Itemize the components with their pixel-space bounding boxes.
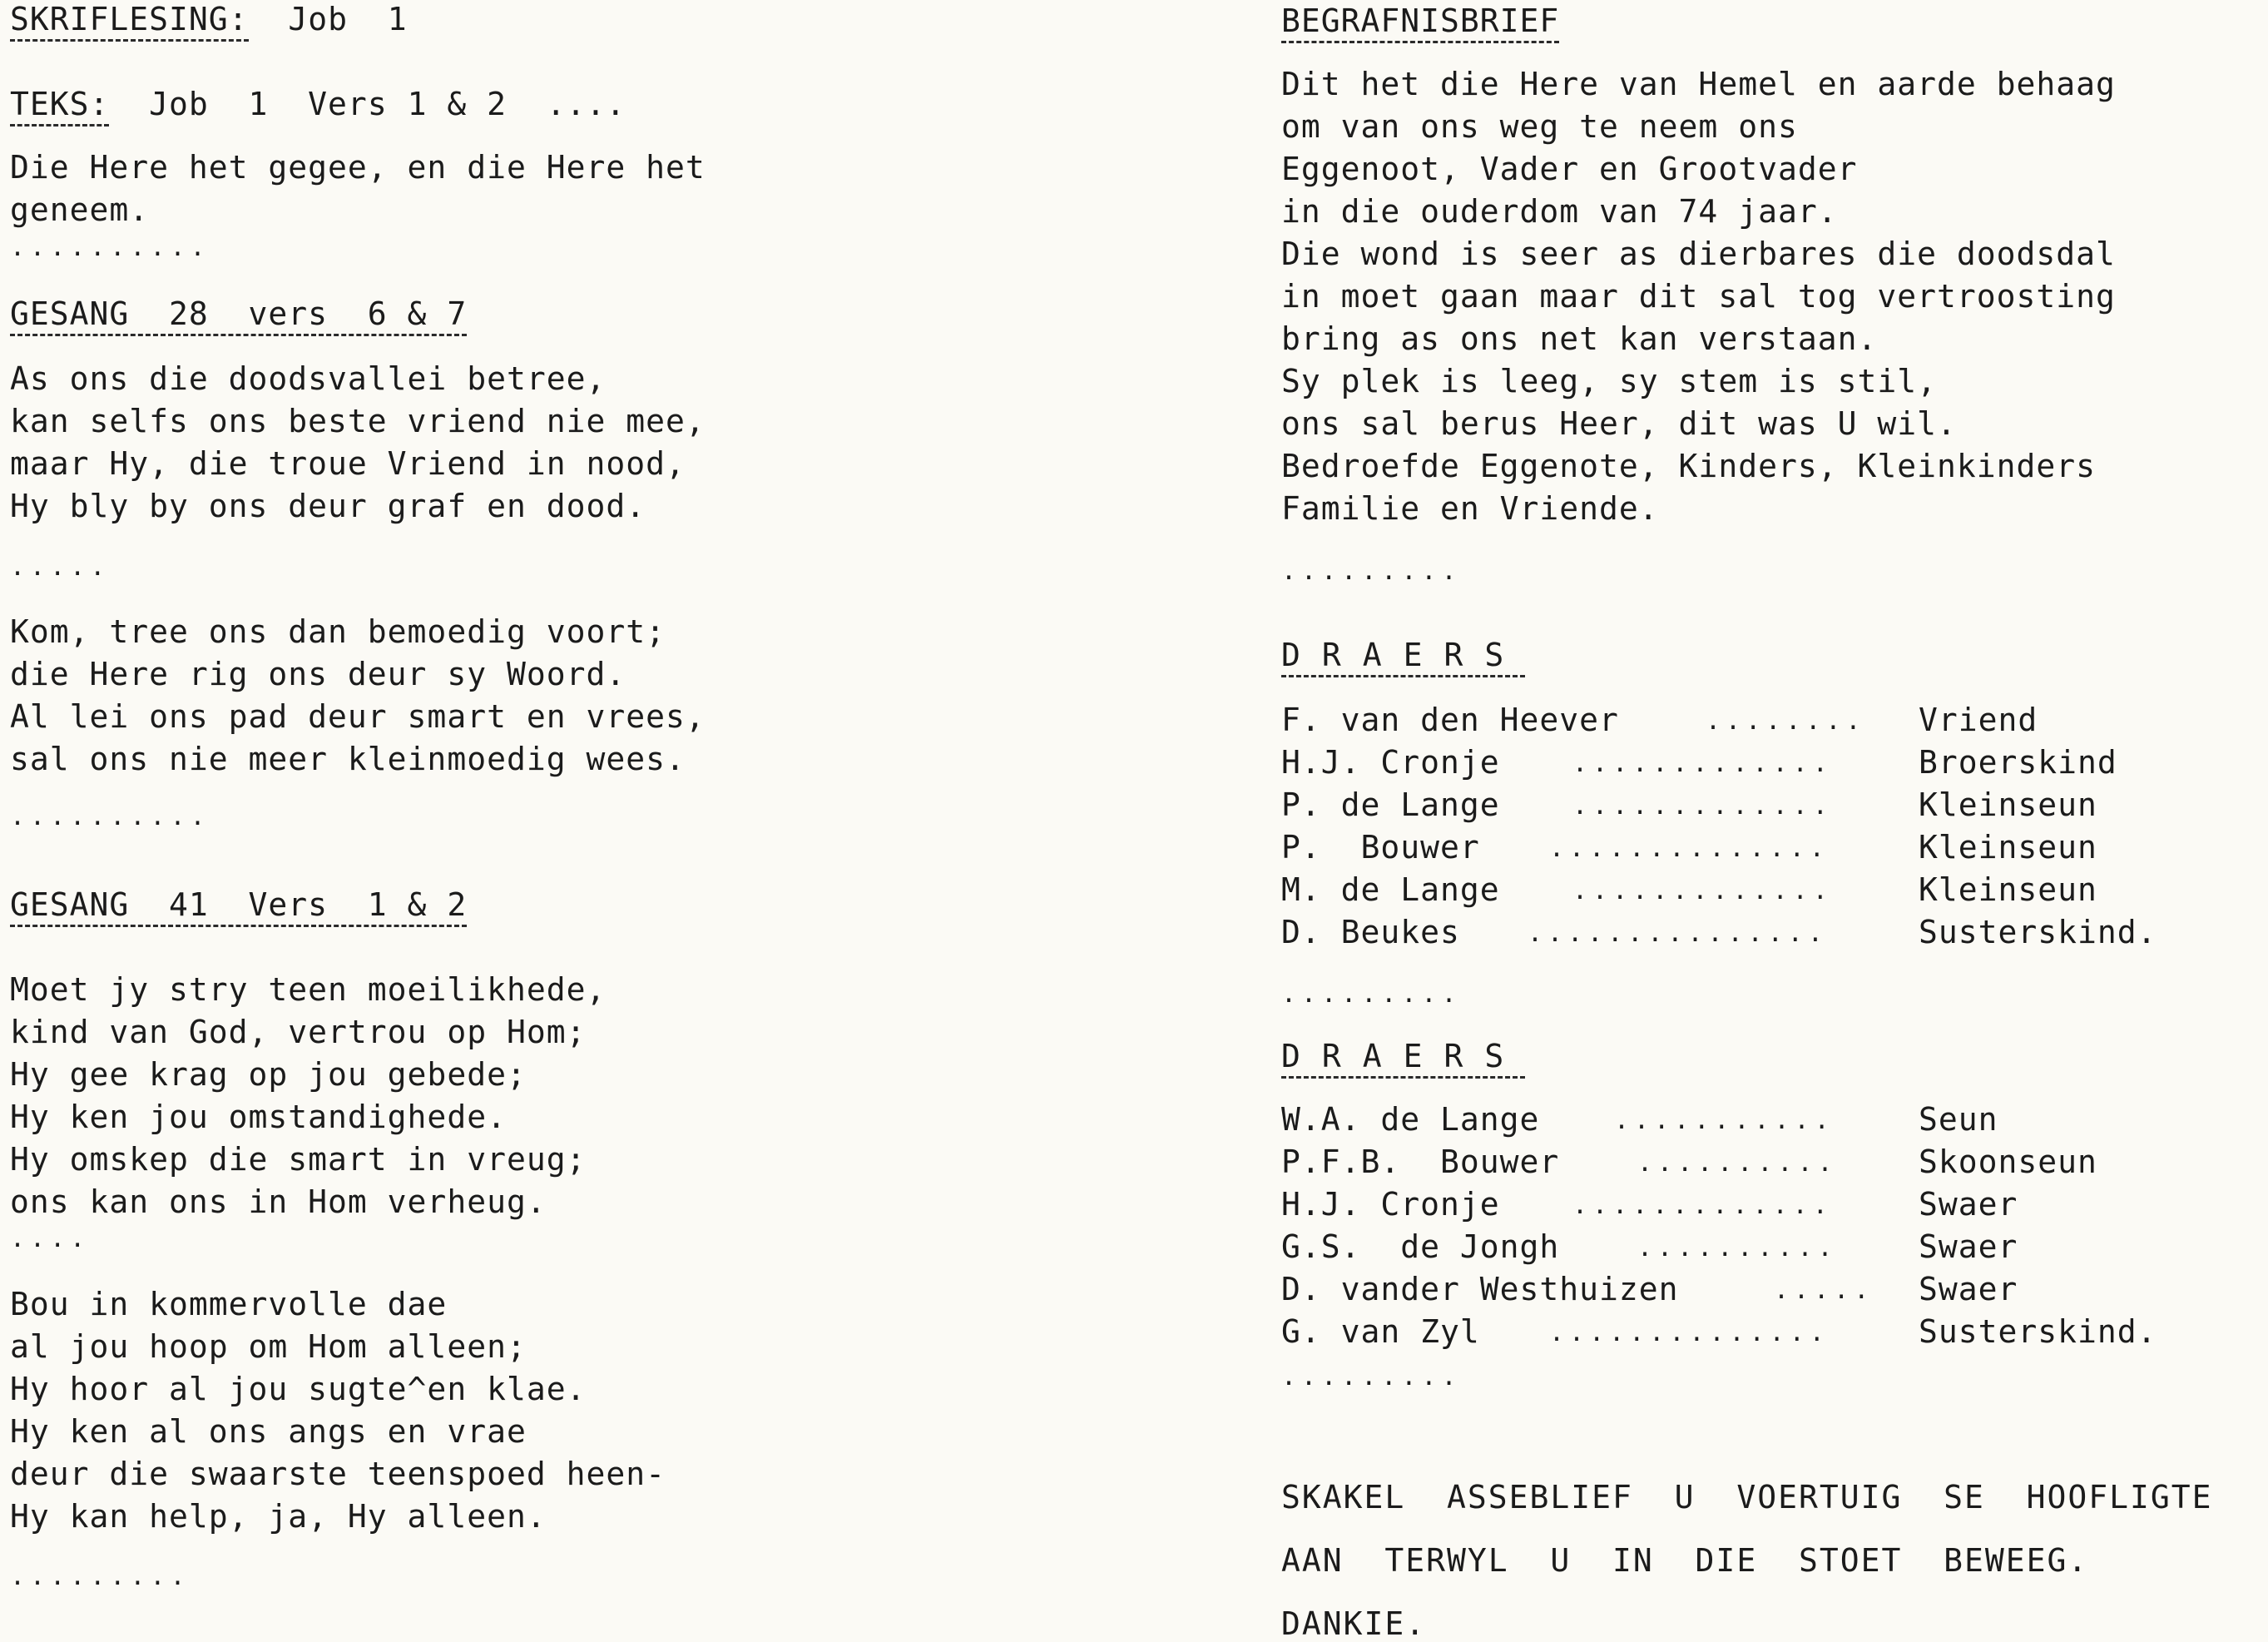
separator-dots: .........: [1281, 557, 1462, 586]
bearer-relation: Kleinseun: [1919, 829, 2097, 866]
letter-line: Familie en Vriende.: [1281, 490, 1659, 527]
bearer-name: M. de Lange: [1281, 871, 1500, 908]
bearer-name: H.J. Cronje: [1281, 744, 1500, 781]
leader-dots: ..............: [1549, 834, 1830, 863]
leader-dots: .............: [1572, 749, 1833, 778]
bearer-name: G. van Zyl: [1281, 1313, 1480, 1350]
bearer-relation: Swaer: [1919, 1186, 2018, 1223]
verse-line: Hy kan help, ja, Hy alleen.: [10, 1498, 547, 1535]
text-reference: Job 1 Vers 1 & 2 ....: [149, 86, 626, 122]
separator-dots: .........: [1281, 980, 1462, 1009]
headlights-notice-line: SKAKEL ASSEBLIEF U VOERTUIG SE HOOFLIGTE: [1281, 1479, 2213, 1516]
bearer-row: [1281, 1273, 2268, 1310]
verse-line: Hy bly by ons deur graf en dood.: [10, 488, 646, 524]
bearer-name: P. de Lange: [1281, 786, 1500, 823]
bearer-name: F. van den Heever: [1281, 702, 1619, 738]
letter-line: bring as ons net kan verstaan.: [1281, 320, 1878, 357]
verse-line: kan selfs ons beste vriend nie mee,: [10, 403, 706, 439]
bearer-relation: Susterskind.: [1919, 914, 2157, 950]
letter-line: Bedroefde Eggenote, Kinders, Kleinkinders: [1281, 448, 2096, 484]
bearer-relation: Vriend: [1919, 702, 2038, 738]
verse-line: kind van God, vertrou op Hom;: [10, 1014, 587, 1050]
thanks-line: DANKIE.: [1281, 1605, 1427, 1642]
verse-line: As ons die doodsvallei betree,: [10, 360, 607, 397]
verse-line: Hy omskep die smart in vreug;: [10, 1141, 587, 1178]
leader-dots: ..........: [1637, 1233, 1838, 1263]
letter-line: ons sal berus Heer, dit was U wil.: [1281, 405, 1957, 442]
bearer-name: G.S. de Jongh: [1281, 1228, 1560, 1265]
bearer-row: [1281, 704, 2268, 741]
verse-line: ons kan ons in Hom verheug.: [10, 1183, 547, 1220]
leader-dots: .............: [1572, 1191, 1833, 1220]
letter-line: Eggenoot, Vader en Grootvader: [1281, 151, 1858, 187]
verse-line: Hy ken jou omstandighede.: [10, 1099, 507, 1135]
bearer-relation: Kleinseun: [1919, 786, 2097, 823]
bearer-name: P.F.B. Bouwer: [1281, 1143, 1560, 1180]
separator-dots: .........: [10, 1562, 191, 1591]
bearer-relation: Swaer: [1919, 1228, 2018, 1265]
text-line: Die Here het gegee, en die Here het: [10, 149, 706, 186]
verse-line: Hy ken al ons angs en vrae: [10, 1413, 527, 1450]
bearer-name: D. vander Westhuizen: [1281, 1271, 1679, 1307]
bearer-relation: Broerskind: [1919, 744, 2117, 781]
verse-line: Moet jy stry teen moeilikhede,: [10, 971, 607, 1008]
letter-title-text: BEGRAFNISBRIEF: [1281, 2, 1559, 43]
bearer-name: H.J. Cronje: [1281, 1186, 1500, 1223]
bearer-row: [1281, 1313, 2268, 1352]
bearers-heading-2: [1281, 1040, 1525, 1072]
reading-heading: [10, 3, 408, 35]
text-label: TEKS:: [10, 86, 109, 126]
bearer-relation: Swaer: [1919, 1271, 2018, 1307]
bearer-row: [1281, 1188, 2268, 1225]
verse-line: Al lei ons pad deur smart en vrees,: [10, 698, 706, 735]
hymn-41-title: [10, 886, 468, 923]
text-line: geneem.: [10, 191, 150, 228]
bearer-relation: Skoonseun: [1919, 1143, 2097, 1180]
leader-dots: .............: [1572, 791, 1833, 821]
hymn-28-title-text: GESANG 28 vers 6 & 7: [10, 295, 467, 336]
bearer-name: D. Beukes: [1281, 914, 1460, 950]
bearer-row: [1281, 1143, 2268, 1183]
separator-dots: .........: [1281, 1362, 1462, 1391]
letter-line: Sy plek is leeg, sy stem is stil,: [1281, 363, 1937, 399]
reading-label: SKRIFLESING:: [10, 1, 249, 42]
bearer-row: [1281, 1101, 2268, 1140]
leader-dots: ...............: [1528, 919, 1828, 948]
verse-line: Hy hoor al jou sugte^en klae.: [10, 1371, 587, 1407]
verse-line: Kom, tree ons dan bemoedig voort;: [10, 613, 666, 650]
verse-line: al jou hoop om Hom alleen;: [10, 1328, 527, 1365]
bearer-row: [1281, 871, 2268, 910]
bearers-heading-2-text: DRAERS: [1281, 1038, 1525, 1079]
verse-line: sal ons nie meer kleinmoedig wees.: [10, 741, 686, 777]
leader-dots: .............: [1572, 876, 1833, 905]
letter-line: Die wond is seer as dierbares die doodsdal: [1281, 236, 2116, 272]
bearer-name: P. Bouwer: [1281, 829, 1480, 866]
verse-line: Bou in kommervolle dae: [10, 1286, 448, 1322]
letter-title: [1281, 2, 1560, 39]
letter-line: in moet gaan maar dit sal tog vertroosting: [1281, 278, 2116, 315]
letter-line: om van ons weg te neem ons: [1281, 108, 1798, 145]
hymn-41-title-text: GESANG 41 Vers 1 & 2: [10, 886, 467, 927]
bearer-row: [1281, 744, 2268, 783]
verse-line: maar Hy, die troue Vriend in nood,: [10, 445, 686, 482]
bearer-name: W.A. de Lange: [1281, 1101, 1540, 1138]
separator-dots: ....: [10, 1224, 91, 1253]
bearer-row: [1281, 1228, 2268, 1267]
leader-dots: ..........: [1637, 1148, 1838, 1178]
leader-dots: ...........: [1614, 1106, 1835, 1135]
bearer-row: [1281, 831, 2268, 868]
bearers-heading-1-text: DRAERS: [1281, 637, 1525, 677]
letter-line: in die ouderdom van 74 jaar.: [1281, 193, 1838, 230]
separator-dots: .....: [10, 553, 111, 582]
bearers-heading-1: [1281, 639, 1525, 671]
bearer-row: [1281, 916, 2268, 953]
leader-dots: .....: [1774, 1276, 1874, 1305]
hymn-28-title: [10, 295, 468, 332]
verse-line: Hy gee krag op jou gebede;: [10, 1056, 527, 1093]
leader-dots: ........: [1706, 707, 1866, 736]
leader-dots: ..............: [1549, 1318, 1830, 1347]
reading-reference: Job 1: [288, 1, 408, 37]
bearer-relation: Susterskind.: [1919, 1313, 2157, 1350]
verse-line: die Here rig ons deur sy Woord.: [10, 656, 626, 692]
text-heading: [10, 88, 626, 120]
letter-line: Dit het die Here van Hemel en aarde behaag: [1281, 66, 2116, 102]
headlights-notice-line: AAN TERWYL U IN DIE STOET BEWEEG.: [1281, 1542, 2089, 1579]
verse-line: deur die swaarste teenspoed heen-: [10, 1456, 666, 1492]
separator-dots: ..........: [10, 802, 210, 831]
bearer-relation: Kleinseun: [1919, 871, 2097, 908]
bearer-relation: Seun: [1919, 1101, 1998, 1138]
bearer-row: [1281, 786, 2268, 826]
separator-dots: ..........: [10, 233, 210, 262]
